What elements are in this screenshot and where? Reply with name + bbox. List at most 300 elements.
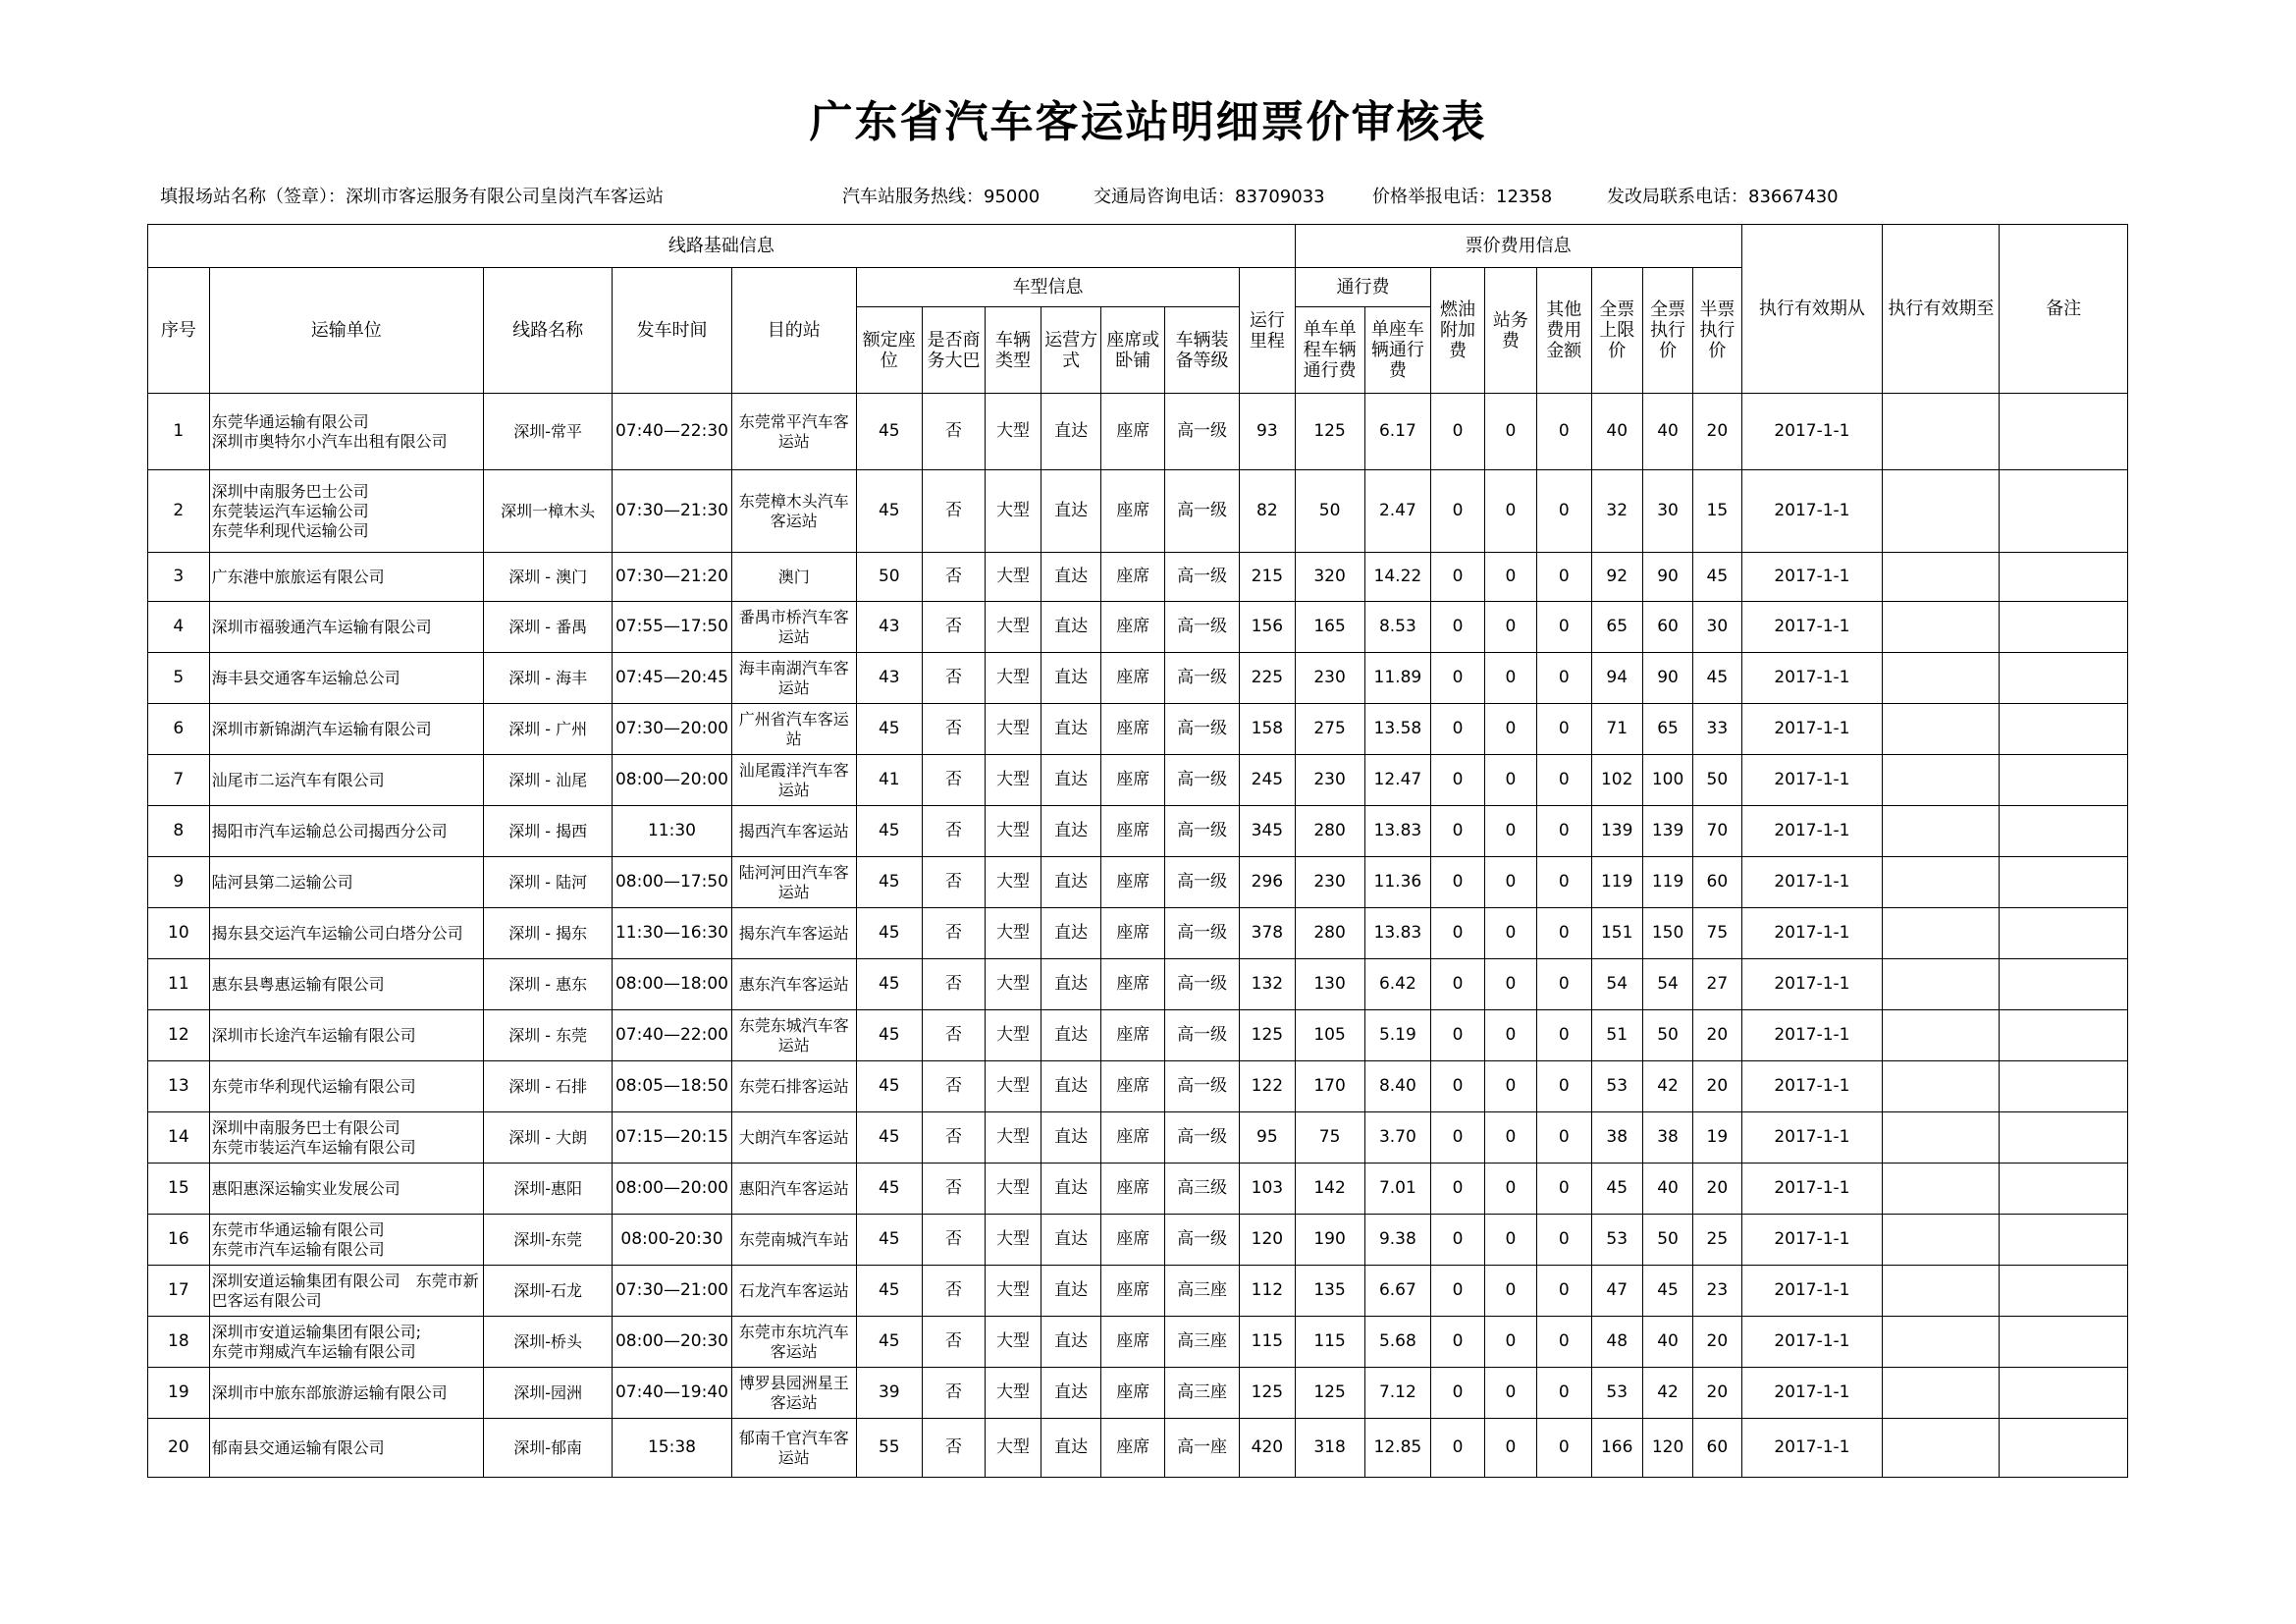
price-phone: 价格举报电话：12358: [1372, 187, 1553, 207]
cell-vtype: 大型: [986, 1419, 1041, 1478]
cell-note: [2000, 602, 2128, 653]
cell-toll-vehicle: 13.83: [1364, 908, 1431, 959]
cell-exec: 60: [1642, 602, 1692, 653]
cell-seat: 座席: [1101, 806, 1165, 857]
cell-route: 深圳 - 惠东: [483, 959, 612, 1010]
cell-mileage: 112: [1240, 1266, 1296, 1317]
header-seat-sleeper: 座席或卧铺: [1101, 307, 1165, 394]
cell-station-fee: 0: [1484, 1419, 1536, 1478]
cell-station-fee: 0: [1484, 1164, 1536, 1215]
cell-other: 0: [1537, 908, 1591, 959]
cell-to: [1883, 1010, 2000, 1061]
cell-note: [2000, 908, 2128, 959]
cell-grade: 高一座: [1165, 1419, 1240, 1478]
cell-dest: 东莞石排客运站: [731, 1061, 856, 1112]
cell-seats: 39: [856, 1368, 922, 1419]
cell-mileage: 93: [1240, 394, 1296, 470]
cell-dest: 番禺市桥汽车客运站: [731, 602, 856, 653]
cell-toll-single: 142: [1295, 1164, 1364, 1215]
cell-from: 2017-1-1: [1741, 1164, 1883, 1215]
cell-mileage: 82: [1240, 470, 1296, 553]
cell-other: 0: [1537, 1112, 1591, 1164]
cell-exec: 40: [1642, 1317, 1692, 1368]
cell-fuel: 0: [1431, 394, 1484, 470]
cell-cap: 94: [1591, 653, 1642, 704]
cell-seq: 1: [148, 394, 210, 470]
cell-half: 20: [1693, 1010, 1741, 1061]
cell-to: [1883, 602, 2000, 653]
cell-station-fee: 0: [1484, 908, 1536, 959]
cell-grade: 高一级: [1165, 857, 1240, 908]
cell-station-fee: 0: [1484, 1010, 1536, 1061]
cell-seq: 17: [148, 1266, 210, 1317]
cell-other: 0: [1537, 394, 1591, 470]
cell-exec: 38: [1642, 1112, 1692, 1164]
cell-dest: 海丰南湖汽车客运站: [731, 653, 856, 704]
cell-seat: 座席: [1101, 1215, 1165, 1266]
cell-note: [2000, 394, 2128, 470]
cell-note: [2000, 857, 2128, 908]
cell-toll-single: 125: [1295, 1368, 1364, 1419]
cell-grade: 高一级: [1165, 1215, 1240, 1266]
cell-vtype: 大型: [986, 704, 1041, 755]
cell-note: [2000, 1010, 2128, 1061]
cell-carrier: 深圳市安道运输集团有限公司; 东莞市翔威汽车运输有限公司: [209, 1317, 483, 1368]
cell-other: 0: [1537, 1061, 1591, 1112]
table-row: [148, 394, 2128, 470]
cell-seats: 45: [856, 959, 922, 1010]
cell-mode: 直达: [1041, 602, 1101, 653]
cell-mode: 直达: [1041, 1266, 1101, 1317]
cell-dest: 东莞南城汽车站: [731, 1215, 856, 1266]
cell-to: [1883, 704, 2000, 755]
cell-dest: 石龙汽车客运站: [731, 1266, 856, 1317]
table-row: [148, 857, 2128, 908]
cell-toll-single: 280: [1295, 806, 1364, 857]
cell-station-fee: 0: [1484, 1215, 1536, 1266]
cell-toll-single: 280: [1295, 908, 1364, 959]
cell-seat: 座席: [1101, 1317, 1165, 1368]
cell-time: 07:30—21:00: [613, 1266, 731, 1317]
cell-vtype: 大型: [986, 755, 1041, 806]
cell-mode: 直达: [1041, 1368, 1101, 1419]
cell-business: 否: [922, 1061, 986, 1112]
cell-mode: 直达: [1041, 1164, 1101, 1215]
cell-vtype: 大型: [986, 1368, 1041, 1419]
cell-vtype: 大型: [986, 553, 1041, 602]
table-row: [148, 1215, 2128, 1266]
cell-grade: 高一级: [1165, 1010, 1240, 1061]
cell-route: 深圳 - 石排: [483, 1061, 612, 1112]
cell-carrier: 深圳安道运输集团有限公司 东莞市新巴客运有限公司: [209, 1266, 483, 1317]
cell-seats: 45: [856, 806, 922, 857]
cell-seats: 45: [856, 1010, 922, 1061]
cell-note: [2000, 1317, 2128, 1368]
cell-seat: 座席: [1101, 1112, 1165, 1164]
cell-seq: 2: [148, 470, 210, 553]
cell-mode: 直达: [1041, 755, 1101, 806]
header-seats: 额定座位: [856, 307, 922, 394]
cell-toll-single: 115: [1295, 1317, 1364, 1368]
cell-station-fee: 0: [1484, 1266, 1536, 1317]
cell-half: 20: [1693, 1061, 1741, 1112]
cell-mode: 直达: [1041, 1317, 1101, 1368]
cell-toll-single: 50: [1295, 470, 1364, 553]
cell-from: 2017-1-1: [1741, 1061, 1883, 1112]
cell-cap: 65: [1591, 602, 1642, 653]
cell-exec: 50: [1642, 1215, 1692, 1266]
cell-note: [2000, 653, 2128, 704]
hotline: 汽车站服务热线：95000: [842, 187, 1041, 207]
cell-dest: 澳门: [731, 553, 856, 602]
fare-info-header: 票价费用信息: [1295, 225, 1741, 268]
cell-from: 2017-1-1: [1741, 1010, 1883, 1061]
cell-station-fee: 0: [1484, 1061, 1536, 1112]
cell-from: 2017-1-1: [1741, 1266, 1883, 1317]
cell-station-fee: 0: [1484, 602, 1536, 653]
cell-note: [2000, 1368, 2128, 1419]
cell-grade: 高一级: [1165, 704, 1240, 755]
cell-toll-vehicle: 2.47: [1364, 470, 1431, 553]
cell-station-fee: 0: [1484, 394, 1536, 470]
cell-note: [2000, 1419, 2128, 1478]
cell-business: 否: [922, 602, 986, 653]
cell-exec: 54: [1642, 959, 1692, 1010]
cell-exec: 45: [1642, 1266, 1692, 1317]
cell-time: 08:05—18:50: [613, 1061, 731, 1112]
cell-carrier: 揭东县交运汽车运输公司白塔分公司: [209, 908, 483, 959]
cell-business: 否: [922, 704, 986, 755]
cell-from: 2017-1-1: [1741, 470, 1883, 553]
cell-toll-vehicle: 12.85: [1364, 1419, 1431, 1478]
cell-note: [2000, 1215, 2128, 1266]
cell-cap: 54: [1591, 959, 1642, 1010]
cell-seat: 座席: [1101, 1010, 1165, 1061]
cell-to: [1883, 857, 2000, 908]
cell-half: 45: [1693, 653, 1741, 704]
cell-note: [2000, 1061, 2128, 1112]
cell-cap: 53: [1591, 1368, 1642, 1419]
cell-mode: 直达: [1041, 806, 1101, 857]
cell-route: 深圳 - 陆河: [483, 857, 612, 908]
cell-exec: 90: [1642, 553, 1692, 602]
cell-seq: 11: [148, 959, 210, 1010]
cell-carrier: 惠东县粤惠运输有限公司: [209, 959, 483, 1010]
cell-business: 否: [922, 470, 986, 553]
cell-to: [1883, 653, 2000, 704]
fare-table: [147, 224, 2128, 1478]
cell-note: [2000, 553, 2128, 602]
cell-business: 否: [922, 908, 986, 959]
cell-grade: 高一级: [1165, 602, 1240, 653]
cell-to: [1883, 1317, 2000, 1368]
header-toll-vehicle: 单座车辆通行费: [1364, 307, 1431, 394]
table-row: [148, 1368, 2128, 1419]
cell-fuel: 0: [1431, 959, 1484, 1010]
cell-grade: 高一级: [1165, 553, 1240, 602]
cell-mileage: 156: [1240, 602, 1296, 653]
cell-seats: 45: [856, 857, 922, 908]
cell-seats: 45: [856, 1215, 922, 1266]
cell-exec: 40: [1642, 394, 1692, 470]
cell-time: 07:15—20:15: [613, 1112, 731, 1164]
cell-mileage: 378: [1240, 908, 1296, 959]
cell-seq: 6: [148, 704, 210, 755]
cell-dest: 汕尾霞洋汽车客运站: [731, 755, 856, 806]
cell-carrier: 揭阳市汽车运输总公司揭西分公司: [209, 806, 483, 857]
cell-mode: 直达: [1041, 1061, 1101, 1112]
route-info-header: 线路基础信息: [148, 225, 1296, 268]
cell-grade: 高一级: [1165, 908, 1240, 959]
cell-other: 0: [1537, 1010, 1591, 1061]
cell-time: 08:00—18:00: [613, 959, 731, 1010]
cell-cap: 92: [1591, 553, 1642, 602]
cell-vtype: 大型: [986, 1112, 1041, 1164]
header-to: 执行有效期至: [1883, 225, 2000, 394]
cell-carrier: 深圳市长途汽车运输有限公司: [209, 1010, 483, 1061]
cell-business: 否: [922, 394, 986, 470]
cell-mileage: 296: [1240, 857, 1296, 908]
cell-time: 08:00-20:30: [613, 1215, 731, 1266]
cell-toll-vehicle: 6.42: [1364, 959, 1431, 1010]
header-grade: 车辆装备等级: [1165, 307, 1240, 394]
cell-time: 07:40—22:00: [613, 1010, 731, 1061]
cell-seats: 45: [856, 1112, 922, 1164]
cell-mileage: 225: [1240, 653, 1296, 704]
cell-seats: 45: [856, 1061, 922, 1112]
cell-vtype: 大型: [986, 959, 1041, 1010]
cell-seq: 8: [148, 806, 210, 857]
cell-cap: 45: [1591, 1164, 1642, 1215]
cell-carrier: 海丰县交通客车运输总公司: [209, 653, 483, 704]
cell-seq: 13: [148, 1061, 210, 1112]
cell-vtype: 大型: [986, 470, 1041, 553]
cell-toll-vehicle: 12.47: [1364, 755, 1431, 806]
cell-half: 15: [1693, 470, 1741, 553]
cell-exec: 50: [1642, 1010, 1692, 1061]
table-row: [148, 470, 2128, 553]
cell-to: [1883, 470, 2000, 553]
cell-seat: 座席: [1101, 704, 1165, 755]
cell-fuel: 0: [1431, 755, 1484, 806]
cell-toll-vehicle: 8.40: [1364, 1061, 1431, 1112]
table-row: [148, 908, 2128, 959]
cell-to: [1883, 1061, 2000, 1112]
cell-to: [1883, 1266, 2000, 1317]
cell-route: 深圳-东莞: [483, 1215, 612, 1266]
cell-from: 2017-1-1: [1741, 806, 1883, 857]
cell-seat: 座席: [1101, 1061, 1165, 1112]
cell-other: 0: [1537, 755, 1591, 806]
cell-grade: 高一级: [1165, 755, 1240, 806]
header-from: 执行有效期从: [1741, 225, 1883, 394]
cell-mileage: 95: [1240, 1112, 1296, 1164]
cell-carrier: 深圳市中旅东部旅游运输有限公司: [209, 1368, 483, 1419]
cell-business: 否: [922, 755, 986, 806]
cell-toll-single: 320: [1295, 553, 1364, 602]
cell-mode: 直达: [1041, 857, 1101, 908]
cell-exec: 42: [1642, 1061, 1692, 1112]
cell-seats: 43: [856, 602, 922, 653]
cell-mode: 直达: [1041, 394, 1101, 470]
cell-cap: 48: [1591, 1317, 1642, 1368]
cell-time: 11:30—16:30: [613, 908, 731, 959]
cell-fuel: 0: [1431, 1061, 1484, 1112]
cell-half: 30: [1693, 602, 1741, 653]
cell-fuel: 0: [1431, 908, 1484, 959]
header-dest: 目的站: [731, 268, 856, 394]
cell-vtype: 大型: [986, 1164, 1041, 1215]
cell-business: 否: [922, 553, 986, 602]
cell-fuel: 0: [1431, 806, 1484, 857]
cell-seats: 50: [856, 553, 922, 602]
cell-mileage: 125: [1240, 1368, 1296, 1419]
cell-mileage: 345: [1240, 806, 1296, 857]
cell-station-fee: 0: [1484, 704, 1536, 755]
header-other: 其他费用金额: [1537, 268, 1591, 394]
cell-route: 深圳一樟木头: [483, 470, 612, 553]
table-row: [148, 602, 2128, 653]
cell-toll-single: 275: [1295, 704, 1364, 755]
cell-cap: 38: [1591, 1112, 1642, 1164]
cell-dest: 揭东汽车客运站: [731, 908, 856, 959]
cell-seq: 3: [148, 553, 210, 602]
cell-station-fee: 0: [1484, 1368, 1536, 1419]
cell-fuel: 0: [1431, 704, 1484, 755]
cell-half: 27: [1693, 959, 1741, 1010]
cell-to: [1883, 1419, 2000, 1478]
header-half: 半票执行价: [1693, 268, 1741, 394]
cell-cap: 71: [1591, 704, 1642, 755]
cell-vtype: 大型: [986, 394, 1041, 470]
cell-seats: 45: [856, 1266, 922, 1317]
table-row: [148, 1419, 2128, 1478]
cell-toll-single: 230: [1295, 857, 1364, 908]
cell-other: 0: [1537, 602, 1591, 653]
cell-dest: 大朗汽车客运站: [731, 1112, 856, 1164]
cell-from: 2017-1-1: [1741, 1112, 1883, 1164]
cell-from: 2017-1-1: [1741, 908, 1883, 959]
cell-route: 深圳-石龙: [483, 1266, 612, 1317]
cell-fuel: 0: [1431, 470, 1484, 553]
cell-business: 否: [922, 1266, 986, 1317]
cell-grade: 高一级: [1165, 1112, 1240, 1164]
cell-station-fee: 0: [1484, 959, 1536, 1010]
cell-carrier: 东莞市华通运输有限公司 东莞市汽车运输有限公司: [209, 1215, 483, 1266]
cell-grade: 高一级: [1165, 1061, 1240, 1112]
cell-seat: 座席: [1101, 470, 1165, 553]
table-row: [148, 959, 2128, 1010]
cell-cap: 119: [1591, 857, 1642, 908]
cell-seats: 55: [856, 1419, 922, 1478]
cell-from: 2017-1-1: [1741, 1317, 1883, 1368]
cell-toll-vehicle: 6.67: [1364, 1266, 1431, 1317]
cell-time: 08:00—17:50: [613, 857, 731, 908]
cell-vtype: 大型: [986, 1317, 1041, 1368]
cell-from: 2017-1-1: [1741, 959, 1883, 1010]
cell-seq: 10: [148, 908, 210, 959]
cell-half: 25: [1693, 1215, 1741, 1266]
cell-toll-single: 125: [1295, 394, 1364, 470]
cell-vtype: 大型: [986, 806, 1041, 857]
table-row: [148, 704, 2128, 755]
cell-mileage: 122: [1240, 1061, 1296, 1112]
cell-time: 07:30—20:00: [613, 704, 731, 755]
cell-carrier: 惠阳惠深运输实业发展公司: [209, 1164, 483, 1215]
cell-half: 20: [1693, 1368, 1741, 1419]
cell-from: 2017-1-1: [1741, 602, 1883, 653]
cell-carrier: 深圳中南服务巴士有限公司 东莞市装运汽车运输有限公司: [209, 1112, 483, 1164]
cell-seats: 45: [856, 1317, 922, 1368]
cell-toll-vehicle: 7.01: [1364, 1164, 1431, 1215]
table-row: [148, 1010, 2128, 1061]
cell-carrier: 深圳中南服务巴士公司 东莞装运汽车运输公司 东莞华利现代运输公司: [209, 470, 483, 553]
cell-exec: 150: [1642, 908, 1692, 959]
cell-toll-vehicle: 11.36: [1364, 857, 1431, 908]
cell-cap: 166: [1591, 1419, 1642, 1478]
cell-seats: 45: [856, 704, 922, 755]
cell-grade: 高一级: [1165, 470, 1240, 553]
cell-grade: 高一级: [1165, 959, 1240, 1010]
cell-to: [1883, 959, 2000, 1010]
cell-mileage: 245: [1240, 755, 1296, 806]
cell-to: [1883, 1112, 2000, 1164]
cell-toll-vehicle: 9.38: [1364, 1215, 1431, 1266]
cell-note: [2000, 755, 2128, 806]
cell-fuel: 0: [1431, 653, 1484, 704]
cell-mode: 直达: [1041, 704, 1101, 755]
cell-fuel: 0: [1431, 553, 1484, 602]
cell-seat: 座席: [1101, 602, 1165, 653]
cell-other: 0: [1537, 470, 1591, 553]
cell-half: 20: [1693, 394, 1741, 470]
cell-grade: 高三座: [1165, 1266, 1240, 1317]
cell-dest: 广州省汽车客运站: [731, 704, 856, 755]
cell-route: 深圳 - 揭西: [483, 806, 612, 857]
cell-route: 深圳 - 海丰: [483, 653, 612, 704]
cell-exec: 119: [1642, 857, 1692, 908]
cell-seq: 9: [148, 857, 210, 908]
cell-cap: 32: [1591, 470, 1642, 553]
cell-half: 45: [1693, 553, 1741, 602]
cell-note: [2000, 704, 2128, 755]
cell-exec: 90: [1642, 653, 1692, 704]
header-mode: 运营方式: [1041, 307, 1101, 394]
cell-time: 07:30—21:20: [613, 553, 731, 602]
cell-fuel: 0: [1431, 1164, 1484, 1215]
cell-other: 0: [1537, 959, 1591, 1010]
cell-to: [1883, 806, 2000, 857]
table-row: [148, 1266, 2128, 1317]
cell-fuel: 0: [1431, 1112, 1484, 1164]
cell-route: 深圳 - 大朗: [483, 1112, 612, 1164]
cell-station-fee: 0: [1484, 806, 1536, 857]
station-name: 填报场站名称（签章）：深圳市客运服务有限公司皇岗汽车客运站: [160, 187, 664, 207]
cell-station-fee: 0: [1484, 553, 1536, 602]
cell-other: 0: [1537, 1317, 1591, 1368]
cell-note: [2000, 1112, 2128, 1164]
cell-cap: 40: [1591, 394, 1642, 470]
cell-seat: 座席: [1101, 553, 1165, 602]
cell-fuel: 0: [1431, 1010, 1484, 1061]
table-row: [148, 1061, 2128, 1112]
cell-fuel: 0: [1431, 1317, 1484, 1368]
cell-dest: 郁南千官汽车客运站: [731, 1419, 856, 1478]
cell-mode: 直达: [1041, 1112, 1101, 1164]
cell-other: 0: [1537, 704, 1591, 755]
cell-vtype: 大型: [986, 602, 1041, 653]
cell-mileage: 103: [1240, 1164, 1296, 1215]
